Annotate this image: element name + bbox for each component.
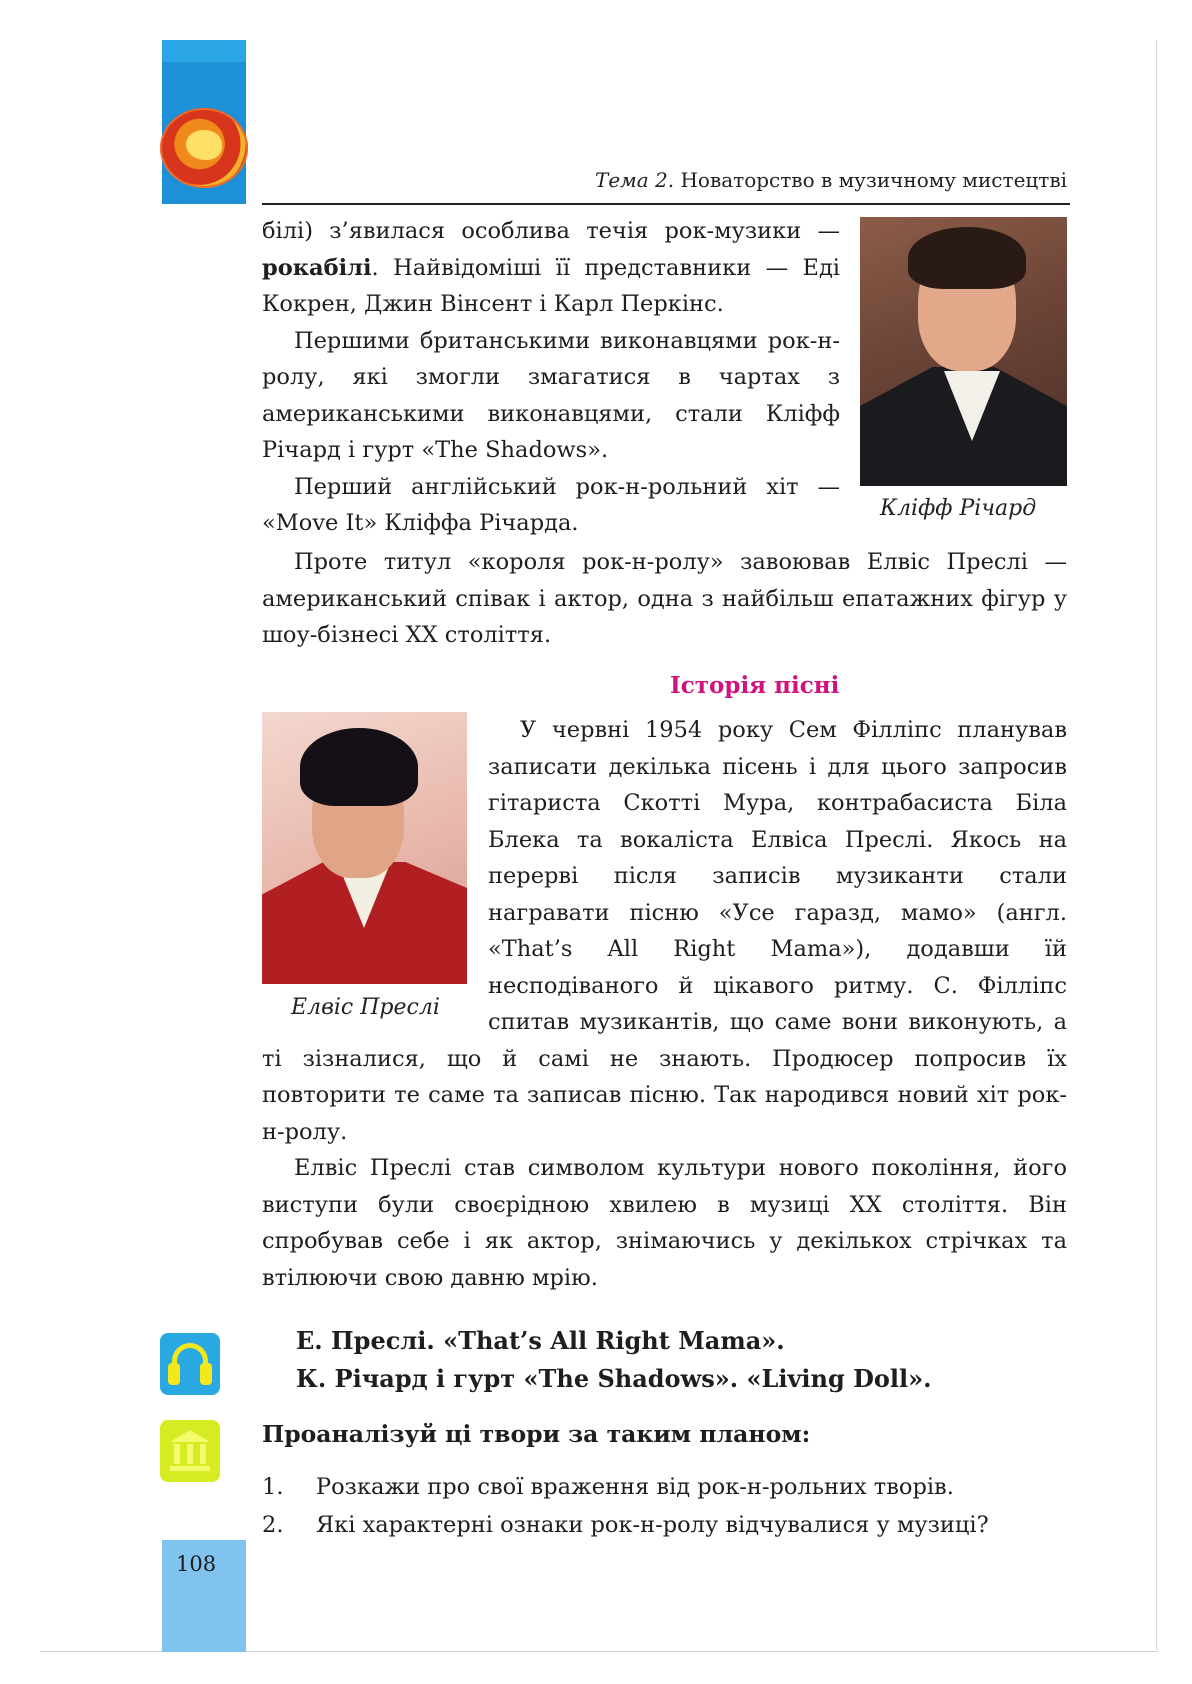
intro-paragraph-3: Перший англійський рок-н-рольний хіт — «Move It» Кліффа Річарда.	[262, 473, 840, 536]
term-rockabilly: рокабілі	[262, 254, 372, 281]
question-item	[262, 1506, 989, 1544]
temple-roof	[170, 1430, 210, 1442]
cliff-richard-photo	[860, 217, 1067, 486]
question-text: Розкажи про свої враження від рок-н-рольних творів.	[316, 1474, 954, 1500]
history-heading: Історія пісні	[670, 672, 840, 699]
temple-column	[174, 1444, 180, 1464]
logo-icon	[160, 108, 248, 188]
temple-base	[170, 1466, 210, 1471]
listening-item-1: Е. Преслі. «That’s All Right Mama».	[296, 1326, 785, 1355]
analysis-title: Проаналізуй ці твори за таким планом:	[262, 1420, 811, 1448]
topic-label: Тема 2.	[594, 168, 675, 192]
question-number: 1.	[262, 1474, 284, 1500]
cliff-richard-caption: Кліфф Річард	[880, 496, 1037, 521]
history-paragraph-2: Елвіс Преслі став символом культури нового покоління, його виступи були своєрідною хвилею в музиці ХХ століття. Він спробував себе і як актор, знімаючись у декількох стрічках та втілюючи свою давню мрію.	[262, 1155, 1067, 1291]
king-paragraph-block	[262, 544, 1067, 654]
intro-paragraph-4: Проте титул «короля рок-н-ролу» завоював Елвіс Преслі — американський співак і актор, одна з найбільш епатажних фігур у шоу-бізнесі ХХ століття.	[262, 549, 1067, 648]
intro-column	[262, 213, 840, 542]
question-number: 2.	[262, 1512, 284, 1538]
temple-column	[187, 1444, 193, 1464]
logo-bird-shape	[186, 130, 222, 160]
intro-p1-rest: . Найвідоміші її представники — Еді Кокрен, Джин Вінсент і Карл Перкінс.	[262, 254, 840, 317]
headphones-left-ear	[168, 1363, 180, 1385]
listening-list	[296, 1322, 932, 1398]
photo-wrap-spacer	[262, 712, 488, 1030]
elvis-presley-caption: Елвіс Преслі	[291, 995, 440, 1020]
page-header	[585, 168, 1067, 192]
header-divider	[262, 203, 1070, 205]
page-border-right	[1156, 40, 1157, 1650]
history-paragraph-1: У червні 1954 року Сем Філліпс планував записати декілька пісень і для цього запросив гітариста Скотті Мура, контрабасиста Біла Блека та вокаліста Елвіса Преслі. Якось на перерві після записів музиканти стали награвати пісню «Усе гаразд, мамо» (англ. «That’s All Right Mama»), додавши їй несподіваного й цікавого ритму. С. Філліпс спитав музикантів, що саме вони виконують, а ті зізналися, що й самі не знають. Продюсер попросив їх повторити те саме та записав пісню. Так народився новий хіт рок-н-ролу.	[262, 717, 1067, 1145]
headphones-right-ear	[200, 1363, 212, 1385]
intro-p1-text: білі) з’явилася особлива течія рок-музики —	[262, 218, 840, 244]
side-color-bar-accent	[162, 40, 246, 62]
temple-column	[200, 1444, 206, 1464]
listening-icon-box	[160, 1333, 220, 1395]
page-number: 108	[176, 1552, 217, 1576]
intro-paragraph-1	[262, 213, 840, 323]
history-text-block	[262, 712, 1067, 1296]
listening-item-2: К. Річард і гурт «The Shadows». «Living Doll».	[296, 1364, 932, 1393]
question-item	[262, 1468, 989, 1506]
analysis-questions	[262, 1468, 989, 1544]
temple-icon	[170, 1430, 210, 1472]
question-text: Які характерні ознаки рок-н-ролу відчувалися у музиці?	[316, 1512, 989, 1538]
photo-hair-shape	[908, 227, 1026, 289]
analysis-icon-box	[160, 1420, 220, 1482]
intro-paragraph-2: Першими британськими виконавцями рок-н-ролу, які змогли змагатися в чартах з американськими виконавцями, стали Кліфф Річард і гурт «The Shadows».	[262, 327, 840, 463]
topic-title: Новаторство в музичному мистецтві	[680, 168, 1067, 192]
